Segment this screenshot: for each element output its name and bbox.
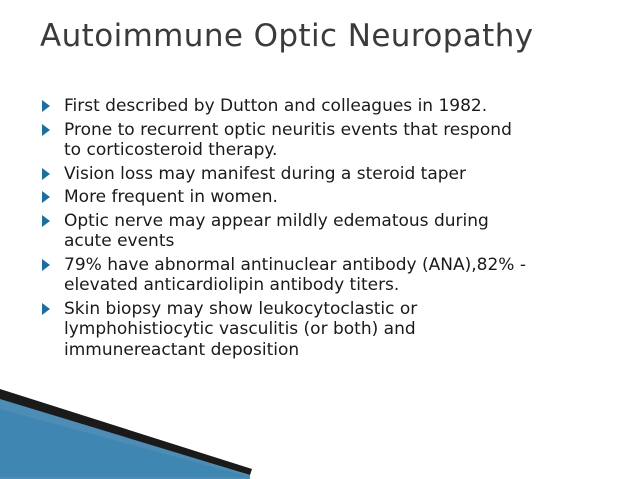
slide-title: Autoimmune Optic Neuropathy xyxy=(40,18,534,54)
bullet-item xyxy=(40,164,610,185)
arrow-bullet-icon xyxy=(42,191,50,203)
bullet-item xyxy=(40,187,610,208)
bullet-text: Vision loss may manifest during a steroid taper xyxy=(64,163,466,184)
bullet-item xyxy=(40,299,610,361)
arrow-bullet-icon xyxy=(42,303,50,315)
bullet-item xyxy=(40,96,610,117)
bullet-text: Skin biopsy may show leukocytoclastic or lymphohistiocytic vasculitis (or both) and immunereactant deposition xyxy=(64,298,418,360)
bullet-text: Prone to recurrent optic neuritis events that respond to corticosteroid therapy. xyxy=(64,119,512,160)
bullet-text: More frequent in women. xyxy=(64,187,278,207)
decorative-swoosh xyxy=(0,389,638,479)
arrow-bullet-icon xyxy=(42,215,50,227)
bullet-item xyxy=(40,120,610,161)
bullet-text: First described by Dutton and colleagues in 1982. xyxy=(64,96,488,116)
bullet-text: Optic nerve may appear mildly edematous during acute events xyxy=(64,210,489,251)
bullet-item xyxy=(40,255,610,296)
bullet-text: 79% have abnormal antinuclear antibody (ANA),82% - elevated anticardiolipin antibody titers. xyxy=(64,254,526,295)
arrow-bullet-icon xyxy=(42,168,50,180)
bullet-list xyxy=(40,96,610,363)
arrow-bullet-icon xyxy=(42,100,50,112)
arrow-bullet-icon xyxy=(42,124,50,136)
bullet-item xyxy=(40,211,610,252)
arrow-bullet-icon xyxy=(42,259,50,271)
